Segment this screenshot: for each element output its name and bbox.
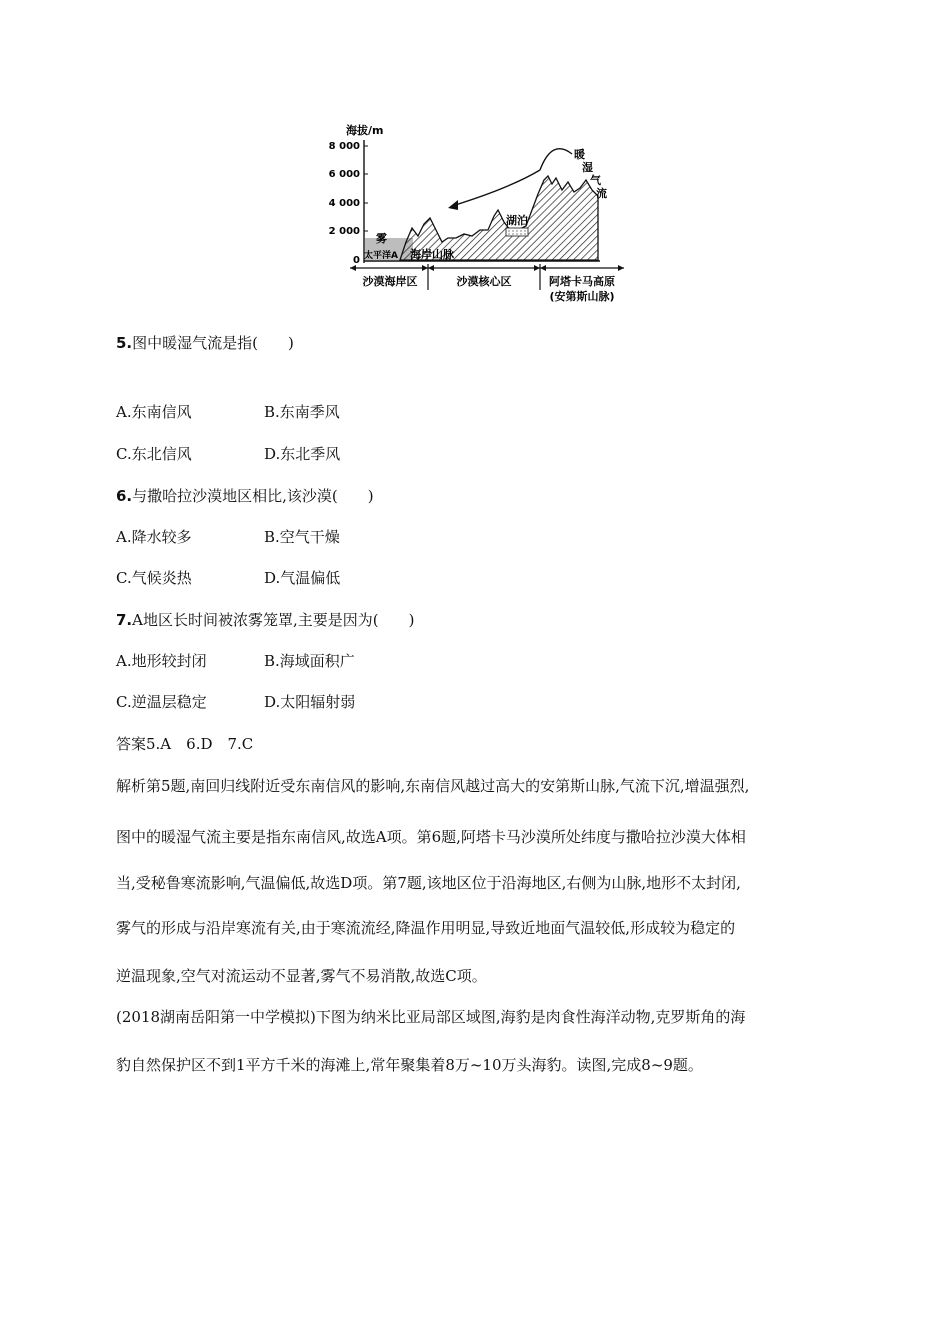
- elevation-profile-figure: [328, 118, 630, 310]
- airflow-label-1: 暖: [574, 148, 585, 161]
- q6-option-c[interactable]: C.气候炎热: [116, 569, 192, 587]
- analysis-line-3: 当,受秘鲁寒流影响,气温偏低,故选D项。第7题,该地区位于沿海地区,右侧为山脉,地形不太封闭,: [116, 874, 741, 892]
- coastal-mountain-label: 海岸山脉: [410, 248, 454, 261]
- analysis-line-1: 解析第5题,南回归线附近受东南信风的影响,东南信风越过高大的安第斯山脉,气流下沉,增温强烈,: [116, 777, 750, 795]
- region-plateau: 阿塔卡马高原: [549, 275, 615, 288]
- answer-line: 答案5.A 6.D 7.C: [116, 735, 254, 753]
- question-6-stem: 与撒哈拉沙漠地区相比,该沙漠( ): [132, 487, 374, 505]
- question-7-stem: A地区长时间被浓雾笼罩,主要是因为( ): [132, 611, 415, 629]
- q7-options-row2: [116, 692, 356, 712]
- q7-option-a[interactable]: A.地形较封闭: [116, 652, 207, 670]
- region-core: 沙漠核心区: [456, 275, 512, 288]
- y-tick-8000: 8 000: [328, 141, 360, 152]
- y-axis-label: 海拔/m: [346, 124, 384, 137]
- q5-options-row1: [116, 402, 340, 422]
- question-5-stem: 图中暖湿气流是指( ): [132, 334, 294, 352]
- analysis-line-2: 图中的暖湿气流主要是指东南信风,故选A项。第6题,阿塔卡马沙漠所处纬度与撒哈拉沙漠大体相: [116, 828, 746, 846]
- question-7-number: 7.: [116, 611, 133, 629]
- airflow-label-4: 流: [596, 187, 607, 200]
- intro-line-1: (2018湖南岳阳第一中学模拟)下图为纳米比亚局部区域图,海豹是肉食性海洋动物,克罗斯角的海: [116, 1008, 746, 1026]
- q7-option-c[interactable]: C.逆温层稳定: [116, 693, 207, 711]
- question-5: [116, 333, 294, 353]
- lake-shape: [506, 228, 528, 236]
- q6-option-d[interactable]: D.气温偏低: [264, 569, 341, 587]
- question-6-number: 6.: [116, 487, 133, 505]
- intro-line-2: 豹自然保护区不到1平方千米的海滩上,常年聚集着8万~10万头海豹。读图,完成8~9题。: [116, 1056, 703, 1074]
- q6-option-b[interactable]: B.空气干燥: [264, 528, 340, 546]
- q5-option-a[interactable]: A.东南信风: [116, 403, 192, 421]
- q7-option-b[interactable]: B.海域面积广: [264, 652, 355, 670]
- q5-option-c[interactable]: C.东北信风: [116, 445, 192, 463]
- q6-options-row2: [116, 568, 341, 588]
- pacific-a-label: 太平洋A: [364, 251, 398, 261]
- question-5-number: 5.: [116, 334, 133, 352]
- elevation-profile-svg: [328, 118, 630, 310]
- q5-options-row2: [116, 444, 341, 464]
- region-plateau-sub: (安第斯山脉): [549, 290, 615, 303]
- q7-option-d[interactable]: D.太阳辐射弱: [264, 693, 356, 711]
- airflow-arrowhead: [448, 200, 458, 210]
- fog-label: 雾: [376, 232, 387, 245]
- question-7: [116, 610, 414, 630]
- analysis-line-5: 逆温现象,空气对流运动不显著,雾气不易消散,故选C项。: [116, 967, 487, 985]
- q6-options-row1: [116, 527, 340, 547]
- q7-options-row1: [116, 651, 355, 671]
- q5-option-d[interactable]: D.东北季风: [264, 445, 341, 463]
- airflow-label-3: 气: [590, 174, 601, 187]
- region-coast: 沙漠海岸区: [362, 275, 418, 288]
- airflow-label-2: 湿: [582, 161, 593, 174]
- q5-option-b[interactable]: B.东南季风: [264, 403, 340, 421]
- lake-label: 湖泊: [506, 214, 528, 227]
- question-6: [116, 486, 374, 506]
- y-tick-6000: 6 000: [328, 169, 360, 180]
- y-tick-2000: 2 000: [328, 226, 360, 237]
- q6-option-a[interactable]: A.降水较多: [116, 528, 192, 546]
- y-tick-0: 0: [353, 255, 360, 266]
- analysis-line-4: 雾气的形成与沿岸寒流有关,由于寒流流经,降温作用明显,导致近地面气温较低,形成较为稳定的: [116, 919, 736, 937]
- y-tick-4000: 4 000: [328, 198, 360, 209]
